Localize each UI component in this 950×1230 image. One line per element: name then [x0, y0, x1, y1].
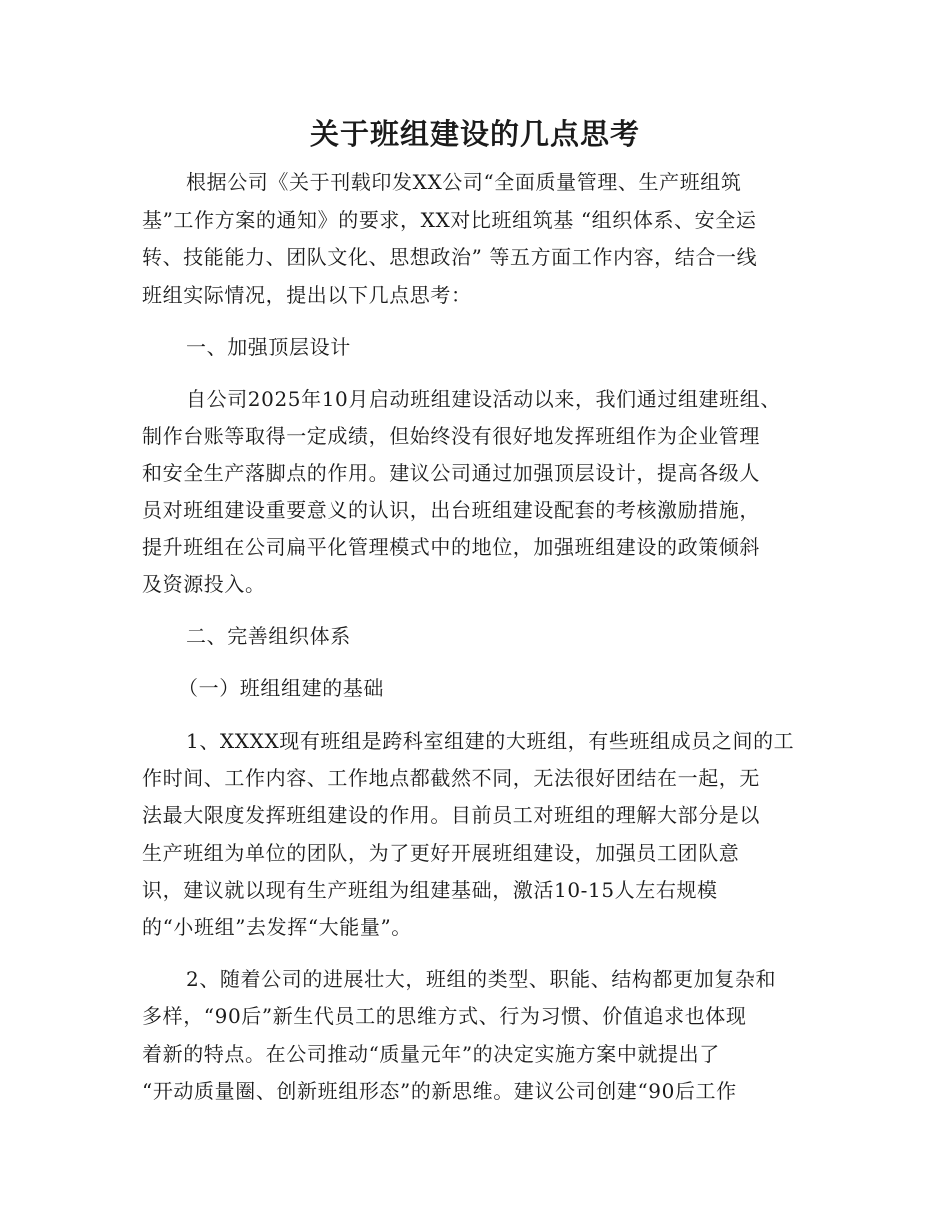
paragraph-line: 员对班组建设重要意义的认识，出台班组建设配套的考核激励措施，: [142, 498, 760, 522]
subsection-heading: （一）班组组建的基础: [178, 676, 384, 700]
paragraph-line: 和安全生产落脚点的作用。建议公司通过加强顶层设计，提高各级人: [142, 461, 760, 485]
paragraph-line: 着新的特点。在公司推动“质量元年”的决定实施方案中就提出了: [142, 1042, 720, 1066]
paragraph-line: 制作台账等取得一定成绩，但始终没有很好地发挥班组作为企业管理: [142, 424, 760, 448]
paragraph-line: 2、随着公司的进展壮大，班组的类型、职能、结构都更加复杂和: [186, 967, 777, 991]
paragraph-line: 1、XXXX现有班组是跨科室组建的大班组，有些班组成员之间的工: [186, 729, 795, 753]
paragraph-line: 识，建议就以现有生产班组为组建基础，激活10-15人左右规模: [142, 878, 718, 902]
paragraph-line: 班组实际情况，提出以下几点思考：: [142, 283, 472, 307]
paragraph-line: 转、技能能力、团队文化、思想政治” 等五方面工作内容，结合一线: [142, 245, 758, 269]
paragraph-line: 生产班组为单位的团队，为了更好开展班组建设，加强员工团队意: [142, 841, 740, 865]
paragraph-line: 多样，“90后”新生代员工的思维方式、行为习惯、价值追求也体现: [142, 1004, 747, 1028]
paragraph-line: 提升班组在公司扁平化管理模式中的地位，加强班组建设的政策倾斜: [142, 535, 760, 559]
paragraph-line: 及资源投入。: [142, 572, 266, 596]
paragraph-line: 的“小班组”去发挥“大能量”。: [142, 915, 412, 939]
paragraph-line: 作时间、工作内容、工作地点都截然不同，无法很好团结在一起，无: [142, 766, 760, 790]
paragraph-line: 自公司2025年10月启动班组建设活动以来，我们通过组建班组、: [186, 387, 781, 411]
paragraph-line: 根据公司《关于刊载印发XX公司“全面质量管理、生产班组筑: [186, 170, 742, 194]
paragraph-line: 基”工作方案的通知》的要求，XX对比班组筑基 “组织体系、安全运: [142, 208, 757, 232]
paragraph-line: “开动质量圈、创新班组形态”的新思维。建议公司创建“90后工作: [142, 1079, 737, 1103]
section-heading: 一、加强顶层设计: [186, 335, 351, 359]
document-title: 关于班组建设的几点思考: [309, 117, 640, 151]
paragraph-line: 法最大限度发挥班组建设的作用。目前员工对班组的理解大部分是以: [142, 803, 760, 827]
section-heading: 二、完善组织体系: [186, 624, 351, 648]
